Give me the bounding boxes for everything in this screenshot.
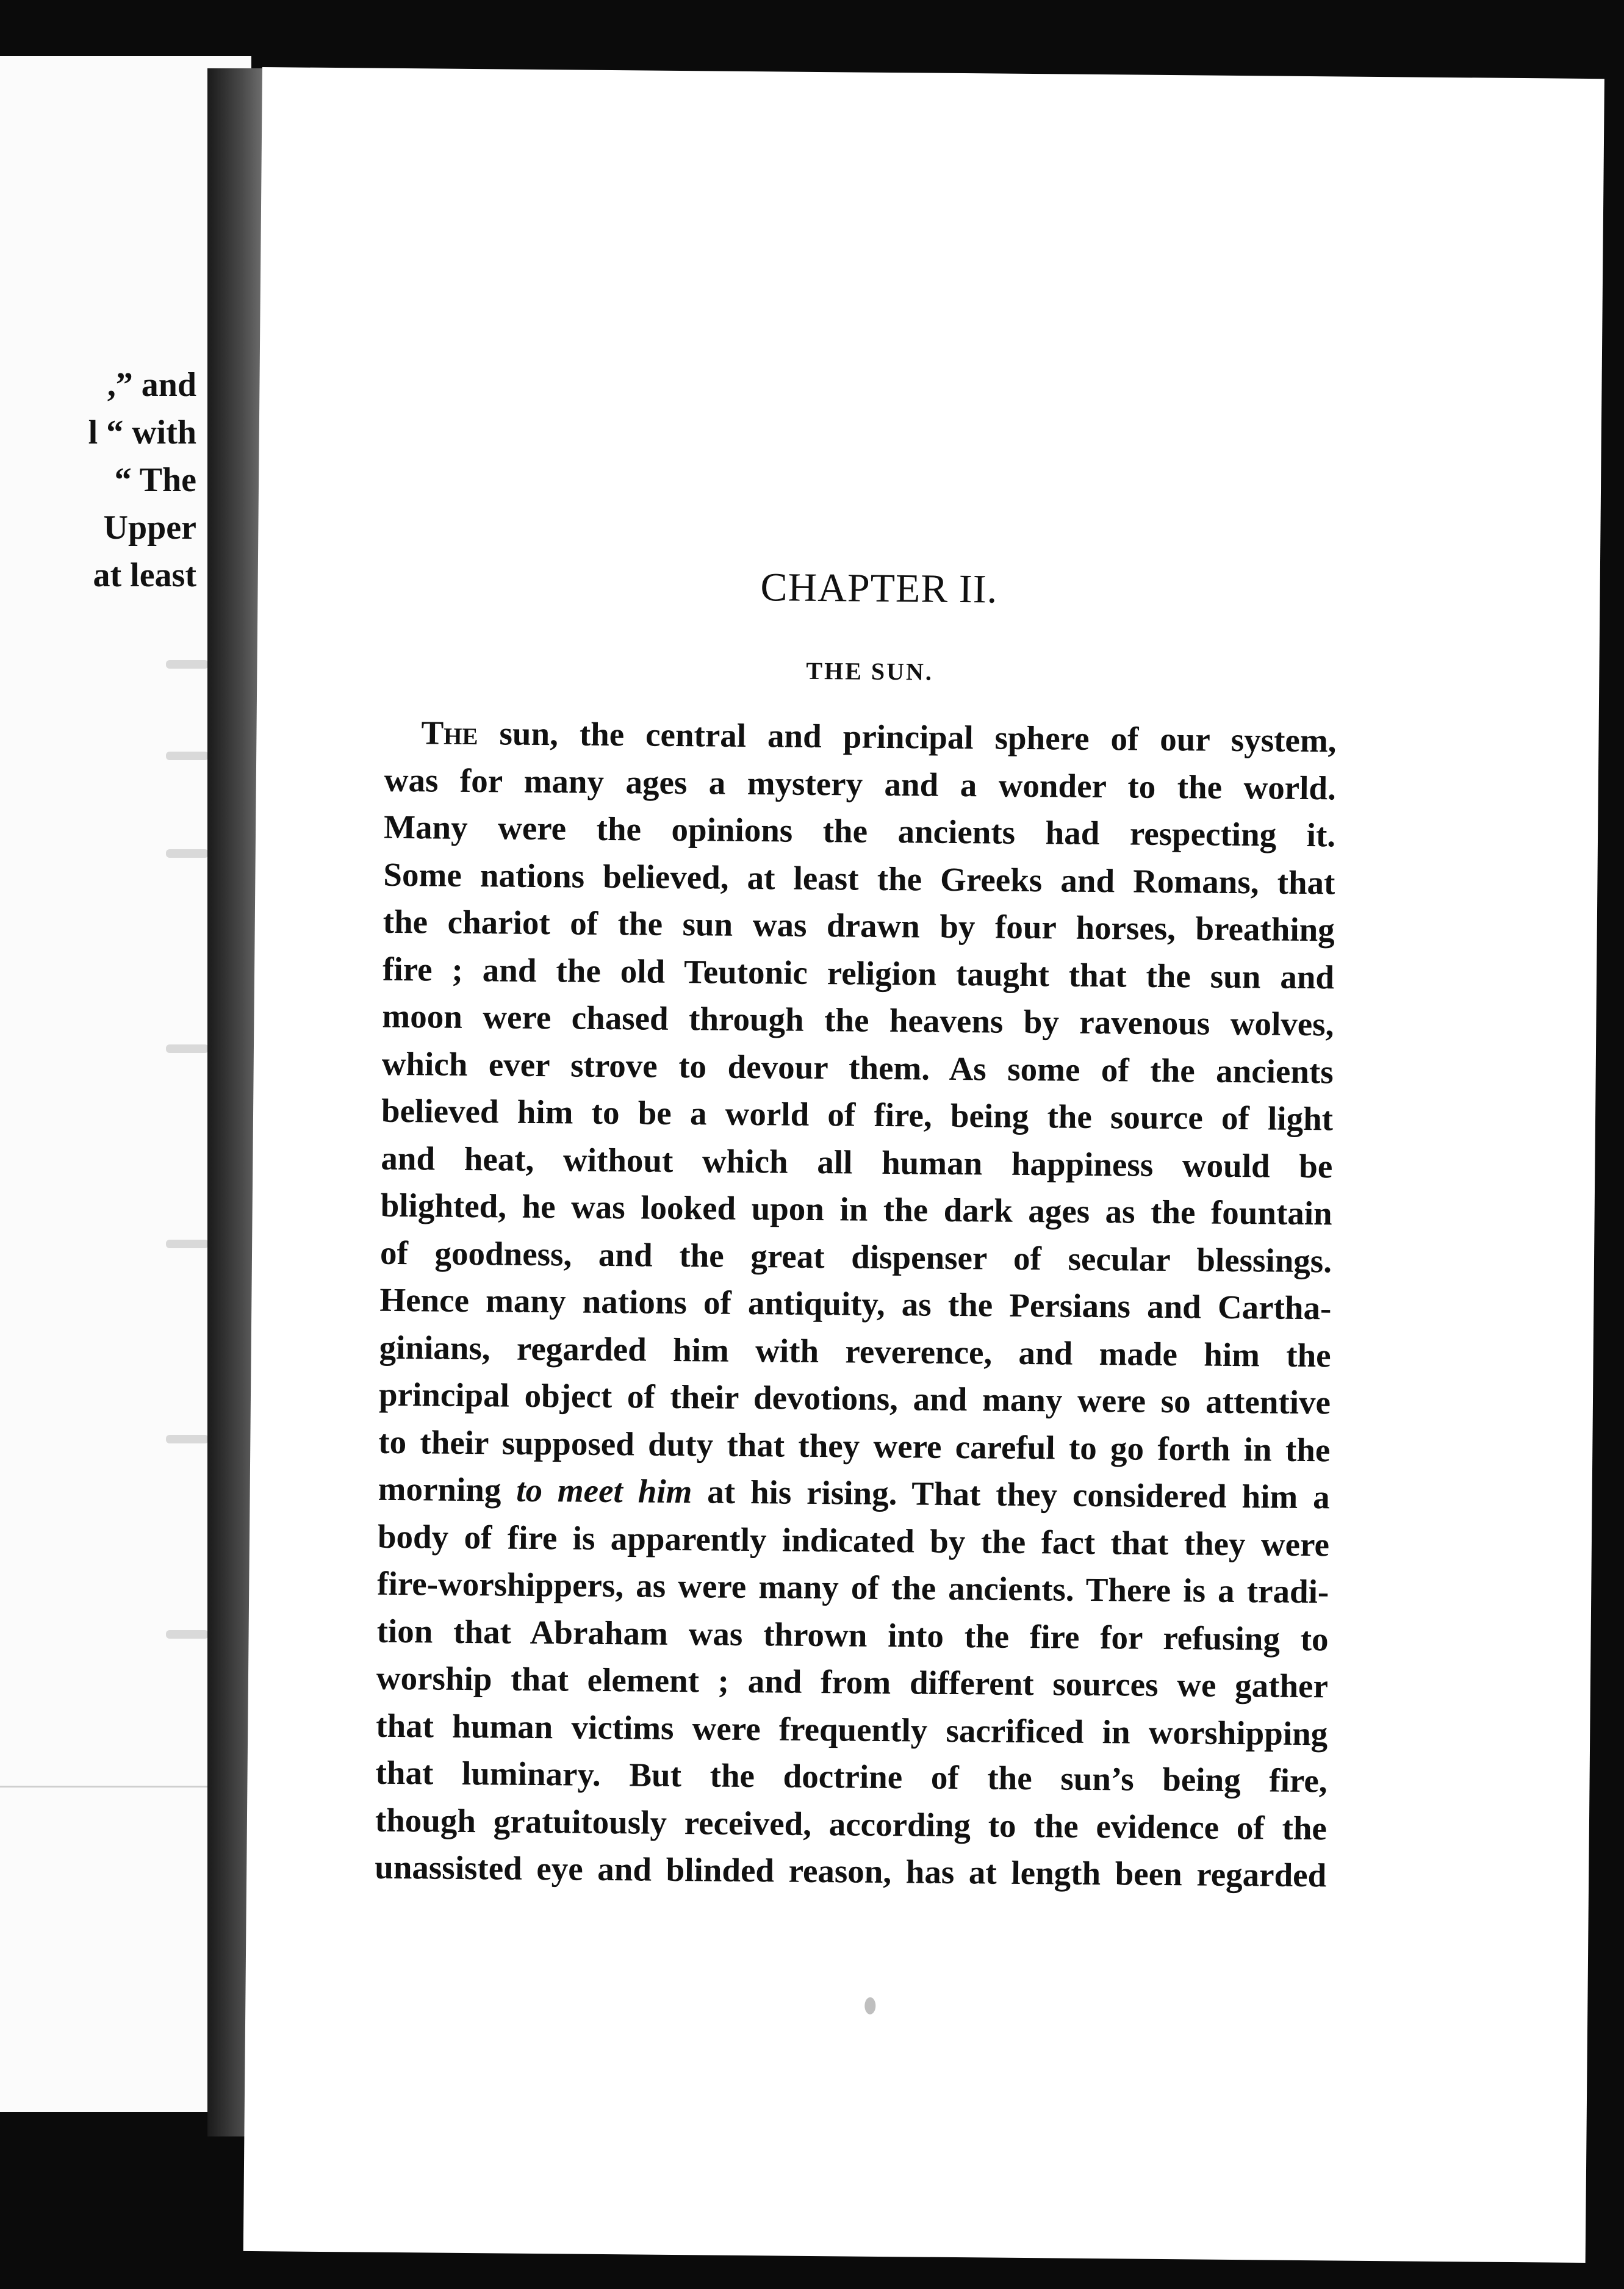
left-fragment-line: “ The	[114, 461, 196, 499]
text-line: believed him to be a world of fire, being the source of light	[381, 1091, 1334, 1138]
text-line: tion that Abraham was thrown into the fire for refusing to	[376, 1612, 1329, 1658]
text-line: of goodness, and the great dispenser of secular blessings.	[379, 1234, 1332, 1279]
left-fragment-line: at least	[93, 556, 196, 594]
italic-phrase: to meet him	[516, 1471, 692, 1511]
chapter-title: CHAPTER II.	[760, 565, 998, 612]
text-line: ginians, regarded him with reverence, and made him the	[379, 1328, 1331, 1374]
paper-speck	[864, 1997, 875, 2014]
right-page	[243, 67, 1604, 2263]
bleed-through-mark	[166, 1630, 209, 1639]
left-fragment-line: ,” and	[107, 366, 196, 404]
chapter-subtitle: THE SUN.	[806, 656, 934, 686]
text-line: though gratuitously received, according to the evidence of the	[375, 1801, 1328, 1847]
bleed-through-mark	[166, 1044, 209, 1053]
footnote-rule	[0, 1786, 215, 1788]
text-line	[384, 709, 1337, 764]
text-line: that human victims were frequently sacrificed in worshipping	[376, 1706, 1328, 1752]
text-line	[378, 1465, 1330, 1521]
text-line: body of fire is apparently indicated by the fact that they were	[377, 1517, 1330, 1563]
text-line: unassisted eye and blinded reason, has at length been regarded	[374, 1848, 1327, 1894]
bleed-through-mark	[166, 752, 209, 760]
text-line: was for many ages a mystery and a wonder to the world.	[384, 761, 1337, 807]
text-line: Some nations believed, at least the Greeks and Romans, that	[383, 855, 1335, 901]
left-fragment-line: l “ with	[88, 414, 196, 451]
text-line: that luminary. But the doctrine of the sun’s being fire,	[375, 1753, 1328, 1800]
bleed-through-mark	[166, 660, 209, 669]
chapter-body-text	[375, 709, 1337, 1899]
text-line: worship that element ; and from different sources we gather	[376, 1659, 1329, 1705]
bleed-through-mark	[166, 849, 209, 858]
text-line-content: morning	[378, 1470, 517, 1509]
text-line: to their supposed duty that they were careful to go forth in the	[378, 1423, 1331, 1468]
bleed-through-mark	[166, 1240, 209, 1248]
text-line-content: sun, the central and principal sphere of our system,	[478, 714, 1337, 760]
text-line: the chariot of the sun was drawn by four horses, breathing	[383, 902, 1335, 949]
left-page-text-fragments	[88, 361, 196, 599]
text-line: and heat, without which all human happiness would be	[381, 1139, 1333, 1185]
text-line-content: at his rising. That they considered him a	[692, 1473, 1330, 1516]
text-line: Many were the opinions the ancients had respecting it.	[383, 808, 1336, 854]
text-line: fire-worshippers, as were many of the ancients. There is a tradi-	[377, 1564, 1329, 1611]
text-line: moon were chased through the heavens by ravenous wolves,	[382, 997, 1334, 1043]
text-line: fire ; and the old Teutonic religion taught that the sun and	[382, 950, 1335, 996]
text-line: Hence many nations of antiquity, as the Persians and Cartha-	[379, 1281, 1332, 1327]
text-line: which ever strove to devour them. As some of the ancients	[381, 1044, 1334, 1090]
bleed-through-mark	[166, 1435, 209, 1443]
lead-word: The	[421, 714, 478, 752]
text-line: principal object of their devotions, and many were so attentive	[378, 1375, 1331, 1421]
left-fragment-line: Upper	[103, 509, 196, 547]
text-line: blighted, he was looked upon in the dark ages as the fountain	[380, 1186, 1332, 1232]
